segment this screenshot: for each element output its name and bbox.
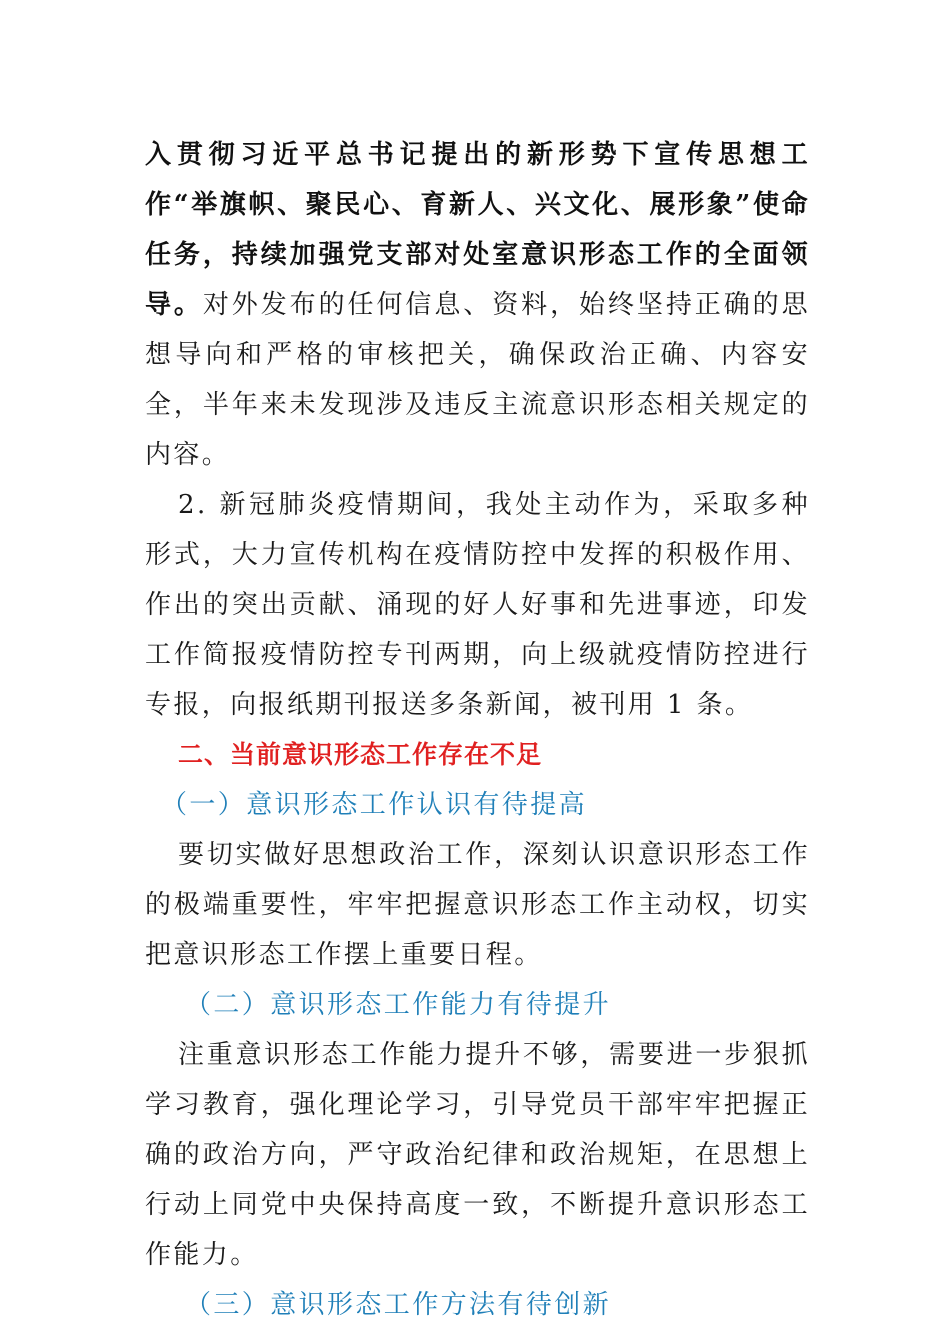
subheading-methods: （三）意识形态工作方法有待创新	[185, 1290, 612, 1320]
section-heading-shortcomings: 二、当前意识形态工作存在不足	[178, 740, 543, 769]
subheading-capability: （二）意识形态工作能力有待提升	[185, 990, 612, 1020]
paragraph-leadership	[145, 130, 810, 480]
paragraph-leadership-rest: 对外发布的任何信息、资料，始终坚持正确的思想导向和严格的审核把关，确保政治正确、内容安全，半年来未发现涉及违反主流意识形态相关规定的内容。	[145, 290, 810, 470]
paragraph-awareness: 要切实做好思想政治工作，深刻认识意识形态工作的极端重要性，牢牢把握意识形态工作主动权，切实把意识形态工作摆上重要日程。	[145, 840, 810, 970]
paragraph-capability: 注重意识形态工作能力提升不够，需要进一步狠抓学习教育，强化理论学习，引导党员干部牢牢把握正确的政治方向，严守政治纪律和政治规矩，在思想上行动上同党中央保持高度一致，不断提升意识形态工作能力。	[145, 1040, 810, 1270]
document-body	[145, 130, 810, 1330]
paragraph-leadership-bold: 入贯彻习近平总书记提出的新形势下宣传思想工作“举旗帜、聚民心、育新人、兴文化、展形象”使命任务，持续加强党支部对处室意识形态工作的全面领导。	[145, 140, 810, 320]
paragraph-epidemic: 2. 新冠肺炎疫情期间，我处主动作为，采取多种形式，大力宣传机构在疫情防控中发挥的积极作用、作出的突出贡献、涌现的好人好事和先进事迹，印发工作简报疫情防控专刊两期，向上级就疫情防控进行专报，向报纸期刊报送多条新闻，被刊用 1 条。	[145, 490, 810, 720]
subheading-awareness: （一）意识形态工作认识有待提高	[161, 790, 588, 820]
